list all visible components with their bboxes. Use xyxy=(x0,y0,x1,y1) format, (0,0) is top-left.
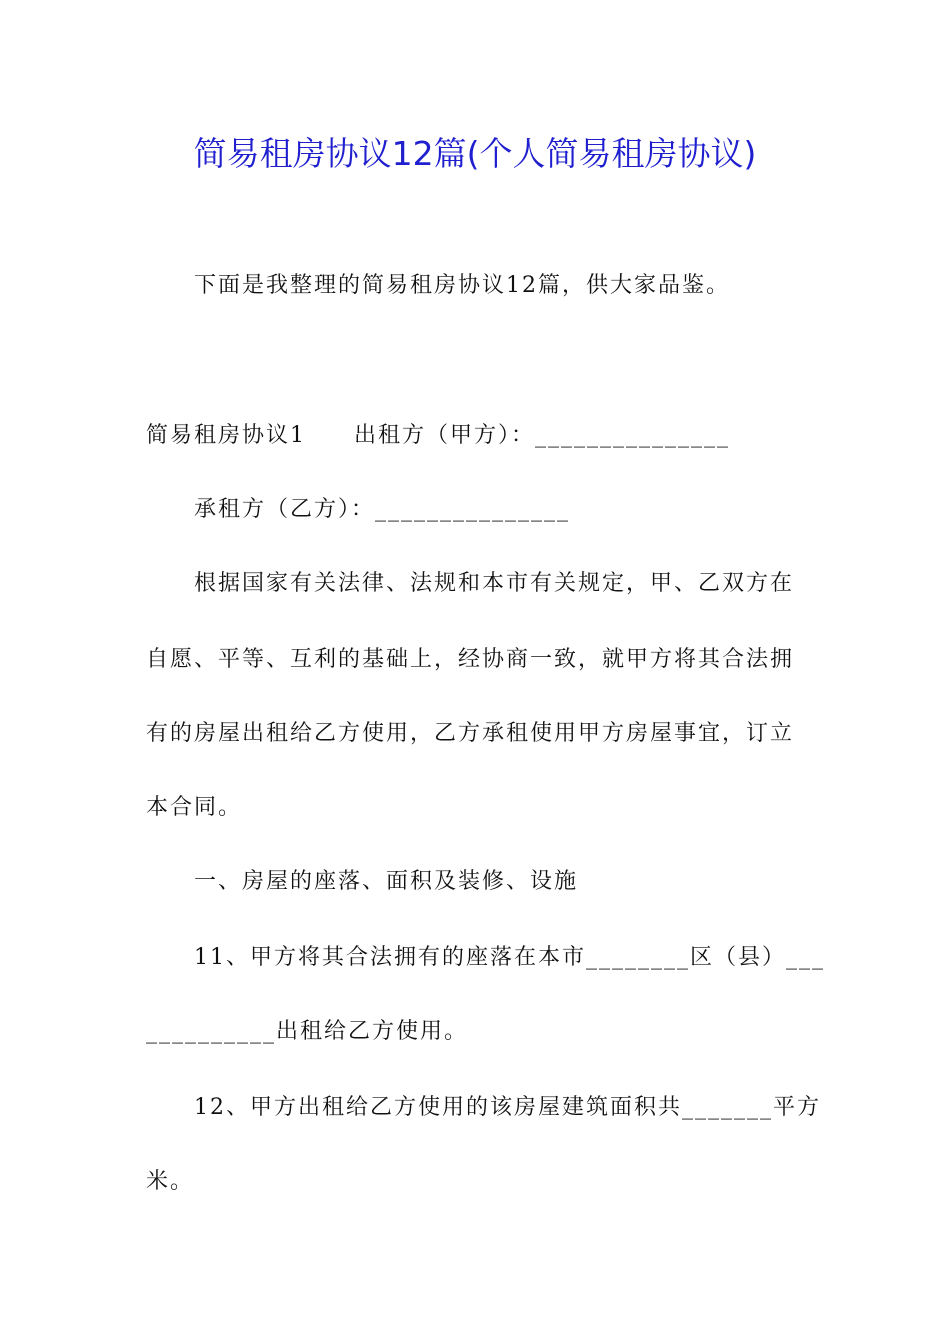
agreement-heading-line xyxy=(146,418,811,454)
clause-11-line-2: __________出租给乙方使用。 xyxy=(146,1019,469,1044)
preamble-line-4: 本合同。 xyxy=(146,795,243,820)
section-heading-1: 一、房屋的座落、面积及装修、设施 xyxy=(194,869,579,894)
document-title: 简易租房协议12篇(个人简易租房协议) xyxy=(193,134,757,173)
preamble-line-1: 根据国家有关法律、法规和本市有关规定，甲、乙双方在 xyxy=(194,571,795,596)
lessee-line: 承租方（乙方）：_______________ xyxy=(194,497,571,522)
preamble-line-3: 有的房屋出租给乙方使用，乙方承租使用甲方房屋事宜，订立 xyxy=(146,721,795,746)
agreement-heading: 简易租房协议1 xyxy=(146,423,306,448)
preamble-line-2: 自愿、平等、互利的基础上，经协商一致，就甲方将其合法拥 xyxy=(146,647,795,672)
lessor-line: 出租方（甲方）：_______________ xyxy=(354,423,731,448)
intro-paragraph: 下面是我整理的简易租房协议12篇，供大家品鉴。 xyxy=(194,273,730,298)
clause-12-line-2: 米。 xyxy=(146,1169,195,1194)
clause-12-line-1: 12、甲方出租给乙方使用的该房屋建筑面积共_______平方 xyxy=(194,1095,821,1120)
clause-11-line-1: 11、甲方将其合法拥有的座落在本市________区（县）___ xyxy=(194,945,825,970)
